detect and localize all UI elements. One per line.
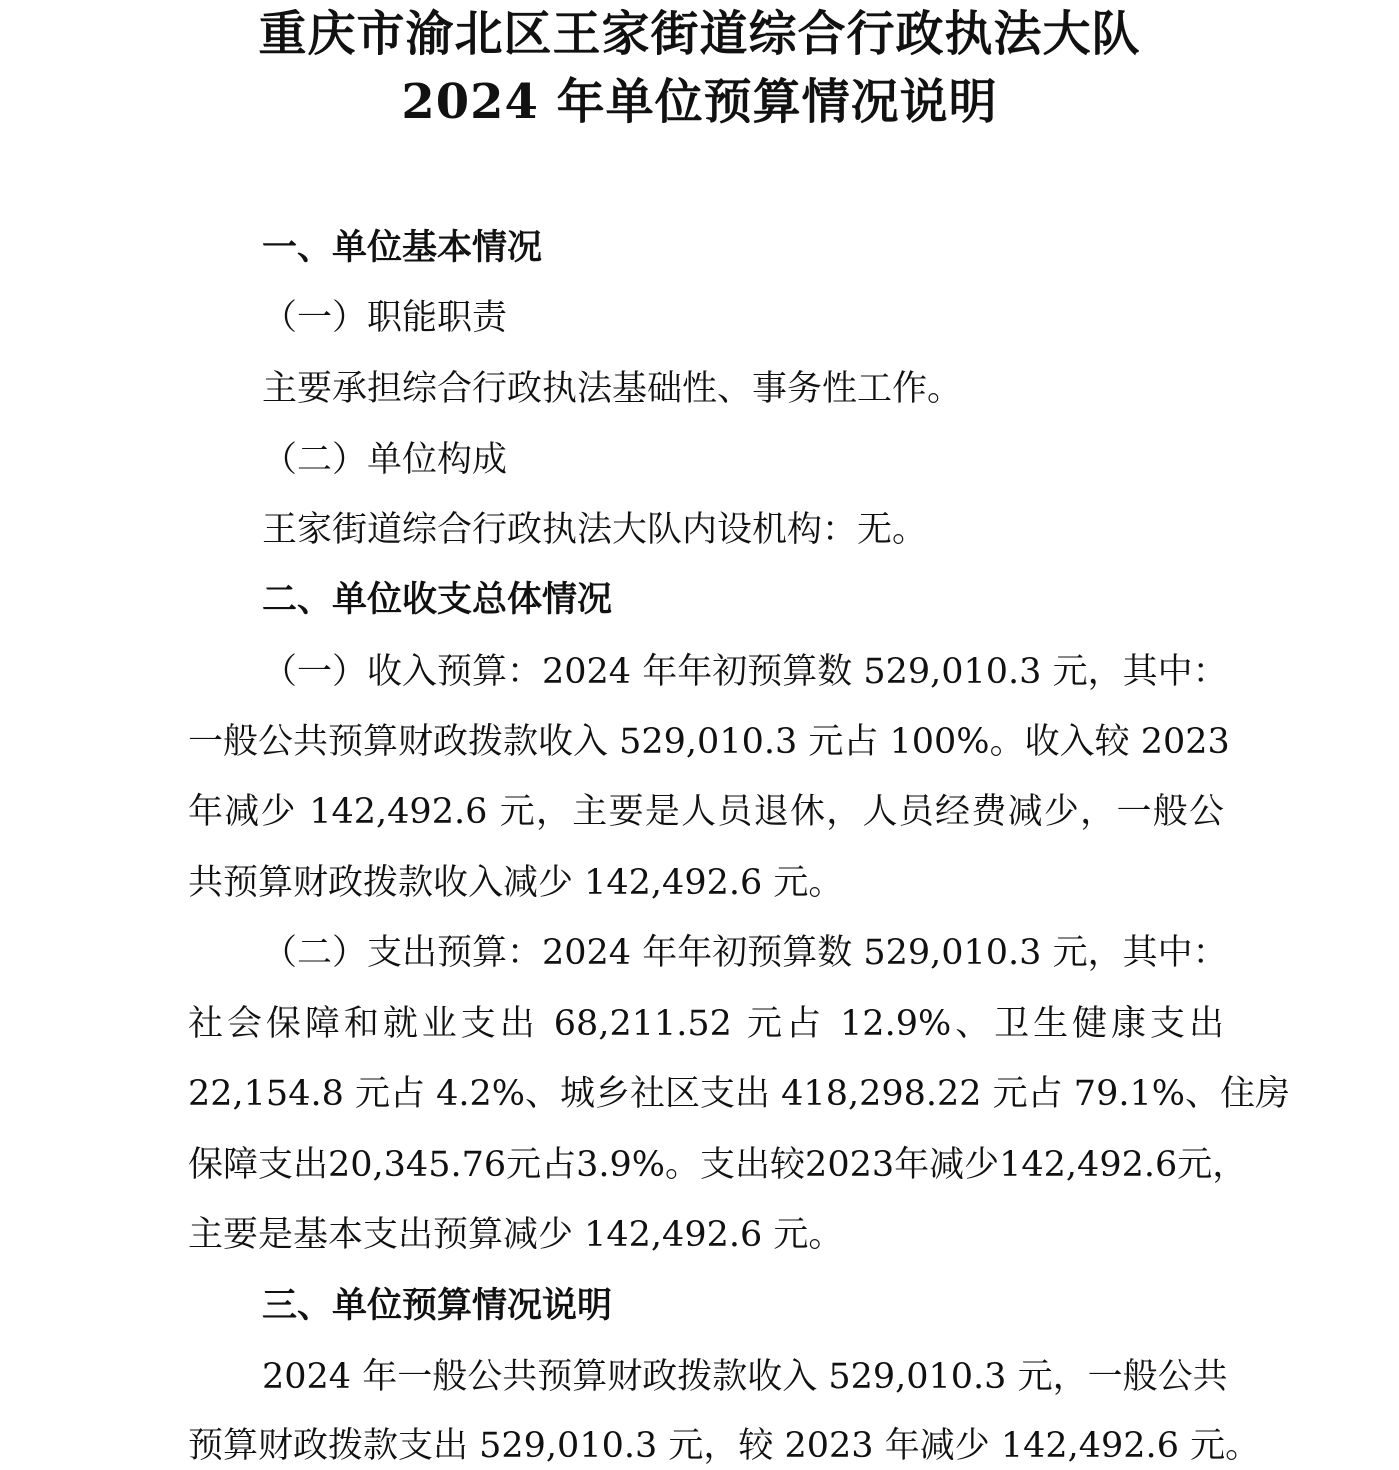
expense-line: （二）支出预算：2024 年年初预算数 529,010.3 元，其中： <box>262 933 1228 973</box>
section1-sub1-heading: （一）职能职责 <box>262 298 508 338</box>
expense-line: 社会保障和就业支出 68,211.52 元占 12.9%、卫生健康支出 <box>188 1004 1224 1044</box>
section3-line: 预算财政拨款支出 529,010.3 元，较 2023 年减少 142,492.6 元。 <box>188 1426 1261 1466</box>
document-title-line2: 2024 年单位预算情况说明 <box>401 74 998 130</box>
expense-line: 保障支出20,345.76元占3.9%。支出较2023年减少142,492.6元， <box>188 1145 1248 1185</box>
section2-heading: 二、单位收支总体情况 <box>262 579 613 620</box>
section3-line: 2024 年一般公共预算财政拨款收入 529,010.3 元，一般公共 <box>262 1357 1228 1397</box>
document-title-line1: 重庆市渝北区王家街道综合行政执法大队 <box>258 6 1141 62</box>
expense-line: 主要是基本支出预算减少 142,492.6 元。 <box>188 1215 844 1255</box>
section1-heading: 一、单位基本情况 <box>262 227 543 268</box>
section1-sub2-text: 王家街道综合行政执法大队内设机构：无。 <box>262 510 928 550</box>
income-line: 共预算财政拨款收入减少 142,492.6 元。 <box>188 863 844 903</box>
section3-heading: 三、单位预算情况说明 <box>262 1285 613 1326</box>
income-line: （一）收入预算：2024 年年初预算数 529,010.3 元，其中： <box>262 652 1228 692</box>
income-line: 年减少 142,492.6 元，主要是人员退休，人员经费减少，一般公 <box>188 792 1224 832</box>
section1-sub2-heading: （二）单位构成 <box>262 440 508 480</box>
expense-line: 22,154.8 元占 4.2%、城乡社区支出 418,298.22 元占 79.1%、住房 <box>188 1074 1290 1114</box>
section1-sub1-text: 主要承担综合行政执法基础性、事务性工作。 <box>262 369 963 409</box>
income-line: 一般公共预算财政拨款收入 529,010.3 元占 100%。收入较 2023 <box>188 722 1230 762</box>
